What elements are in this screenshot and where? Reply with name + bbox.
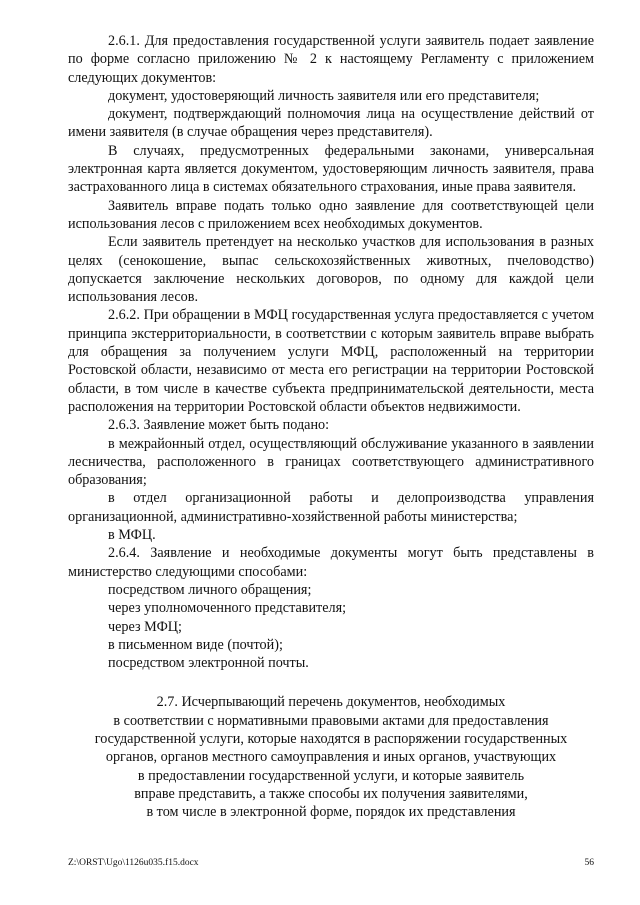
page-number: 56: [584, 858, 594, 868]
list-item-mfc: через МФЦ;: [108, 618, 182, 635]
list-item-personal: посредством личного обращения;: [108, 581, 312, 598]
heading-line: в том числе в электронной форме, порядок их представления: [146, 804, 516, 821]
heading-line: в предоставлении государственной услуги, и которые заявитель: [137, 767, 525, 784]
heading-line: в соответствии с нормативными правовыми актами для предоставления: [113, 712, 549, 729]
paragraph-2-6-4: 2.6.4. Заявление и необходимые документы могут быть представлены в министерство следующими способами:: [68, 545, 594, 580]
list-item-representative: через уполномоченного представителя;: [108, 600, 347, 617]
paragraph-2-6-1: 2.6.1. Для предоставления государственной услуги заявитель подает заявление по форме согласно приложению № 2 к настоящему Регламенту с приложением следующих документов:: [68, 33, 594, 86]
file-path: Z:\ORST\Ugo\1126u035.f15.docx: [68, 858, 199, 868]
heading-line: органов, органов местного самоуправления и иных органов, участвующих: [105, 749, 557, 766]
paragraph-mfc: в МФЦ.: [108, 527, 156, 544]
paragraph-authority-document: документ, подтверждающий полномочия лица на осуществление действий от имени заявителя (в случае обращения через представителя).: [68, 106, 594, 141]
list-item-mail: в письменном виде (почтой);: [108, 636, 283, 653]
list-item-email: посредством электронной почты.: [108, 655, 309, 672]
heading-line: 2.7. Исчерпывающий перечень документов, необходимых: [156, 694, 506, 711]
heading-line: государственной услуги, которые находятся в распоряжении государственных: [94, 730, 568, 747]
paragraph-2-6-2: 2.6.2. При обращении в МФЦ государственная услуга предоставляется с учетом принципа экстерриториальности, в соответствии с которым заявитель вправе выбрать для обращения за получением услуги МФЦ, расположенный на территории Ростовской области, независимо от места его регистрации на территории Ростовской области, в том числе в качестве субъекта предпринимательской деятельности, места расположения на территории Ростовской области объектов недвижимости.: [68, 307, 594, 415]
paragraph-multiple-plots: Если заявитель претендует на несколько участков для использования в разных целях (сенокошение, выпас сельскохозяйственных животных, пчеловодство) допускается заключение нескольких договоров, по одному для каждой цели использования лесов.: [68, 234, 594, 306]
paragraph-2-6-3: 2.6.3. Заявление может быть подано:: [108, 417, 330, 434]
paragraph-identity-document: документ, удостоверяющий личность заявителя или его представителя;: [108, 87, 540, 104]
document-page: [68, 32, 594, 821]
paragraph-organizational-department: в отдел организационной работы и делопроизводства управления организационной, административно-хозяйственной работы министерства;: [68, 490, 594, 525]
paragraph-universal-card: В случаях, предусмотренных федеральными законами, универсальная электронная карта является документом, удостоверяющим личность заявителя, права застрахованного лица в системах обязательного страхования, иные права заявителя.: [68, 142, 594, 196]
paragraph-interdistrict-department: в межрайонный отдел, осуществляющий обслуживание указанного в заявлении лесничества, расположенного в границах соответствующего административного образования;: [68, 435, 594, 489]
paragraph-single-application: Заявитель вправе подать только одно заявление для соответствующей цели использования лесов с приложением всех необходимых документов.: [68, 197, 594, 232]
heading-line: вправе представить, а также способы их получения заявителями,: [134, 785, 528, 802]
section-heading-2-7: [68, 693, 594, 821]
